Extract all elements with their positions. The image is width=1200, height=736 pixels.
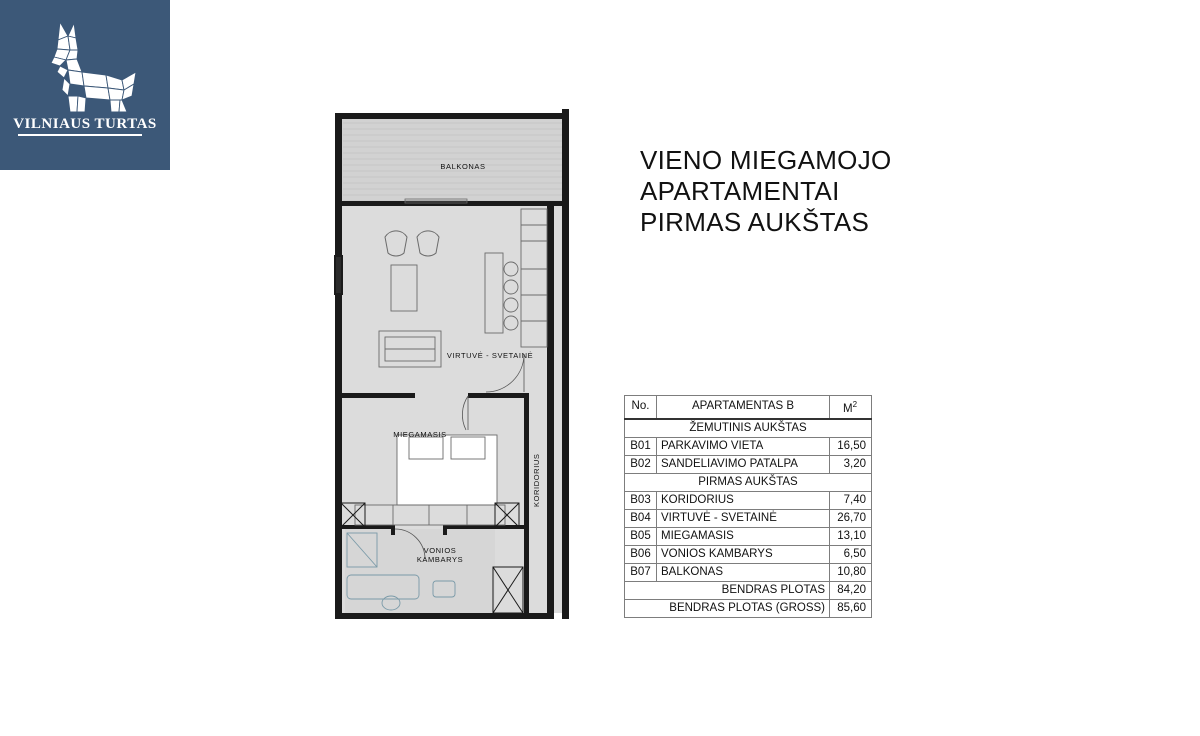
brand-logo-block <box>0 0 170 170</box>
brand-underline <box>18 134 142 136</box>
total-label: BENDRAS PLOTAS <box>625 581 830 599</box>
row-area: 7,40 <box>830 491 872 509</box>
row-area: 26,70 <box>830 509 872 527</box>
header-no: No. <box>625 396 657 419</box>
header-apartment: APARTAMENTAS B <box>657 396 830 419</box>
row-no: B07 <box>625 563 657 581</box>
section-title: ŽEMUTINIS AUKŠTAS <box>625 419 872 438</box>
table-row <box>625 545 872 563</box>
plan-label-corridor: KORIDORIUS <box>532 453 541 507</box>
table-row <box>625 491 872 509</box>
title-line-2: APARTAMENTAI <box>640 176 840 206</box>
row-no: B03 <box>625 491 657 509</box>
total-area: 85,60 <box>830 599 872 617</box>
row-name: VONIOS KAMBARYS <box>657 545 830 563</box>
row-no: B02 <box>625 455 657 473</box>
floor-plan <box>325 105 595 635</box>
row-name: SANDELIAVIMO PATALPA <box>657 455 830 473</box>
total-row <box>625 599 872 617</box>
row-name: KORIDORIUS <box>657 491 830 509</box>
plan-label-bathroom: VONIOS KAMBARYS <box>416 546 464 564</box>
row-name: VIRTUVĖ - SVETAINĖ <box>657 509 830 527</box>
row-name: PARKAVIMO VIETA <box>657 437 830 455</box>
row-area: 13,10 <box>830 527 872 545</box>
table-head <box>625 396 872 419</box>
table-row <box>625 437 872 455</box>
row-area: 10,80 <box>830 563 872 581</box>
row-area: 6,50 <box>830 545 872 563</box>
row-no: B06 <box>625 545 657 563</box>
row-no: B04 <box>625 509 657 527</box>
table-row <box>625 527 872 545</box>
header-m2: $M^2$ <box>830 396 872 419</box>
title-line-1: VIENO MIEGAMOJO <box>640 145 892 175</box>
plan-label-kitchen-living: VIRTUVĖ - SVETAINĖ <box>446 351 534 360</box>
row-name: BALKONAS <box>657 563 830 581</box>
area-schedule-table <box>624 395 872 618</box>
row-no: B01 <box>625 437 657 455</box>
page-title <box>640 145 1040 238</box>
total-label: BENDRAS PLOTAS (GROSS) <box>625 599 830 617</box>
total-area: 84,20 <box>830 581 872 599</box>
section-title: PIRMAS AUKŠTAS <box>625 473 872 491</box>
plan-label-bedroom: MIEGAMASIS <box>393 430 447 439</box>
section-row <box>625 419 872 438</box>
section-row <box>625 473 872 491</box>
table-row <box>625 455 872 473</box>
table-header-row <box>625 396 872 419</box>
title-line-3: PIRMAS AUKŠTAS <box>640 207 870 237</box>
row-no: B05 <box>625 527 657 545</box>
row-name: MIEGAMASIS <box>657 527 830 545</box>
brand-name: VILNIAUS TURTAS <box>13 116 157 132</box>
wolf-icon <box>30 20 140 115</box>
row-area: 3,20 <box>830 455 872 473</box>
table-row <box>625 563 872 581</box>
table-body <box>625 419 872 618</box>
table-row <box>625 509 872 527</box>
plan-label-balcony: BALKONAS <box>440 162 486 171</box>
row-area: 16,50 <box>830 437 872 455</box>
total-row <box>625 581 872 599</box>
